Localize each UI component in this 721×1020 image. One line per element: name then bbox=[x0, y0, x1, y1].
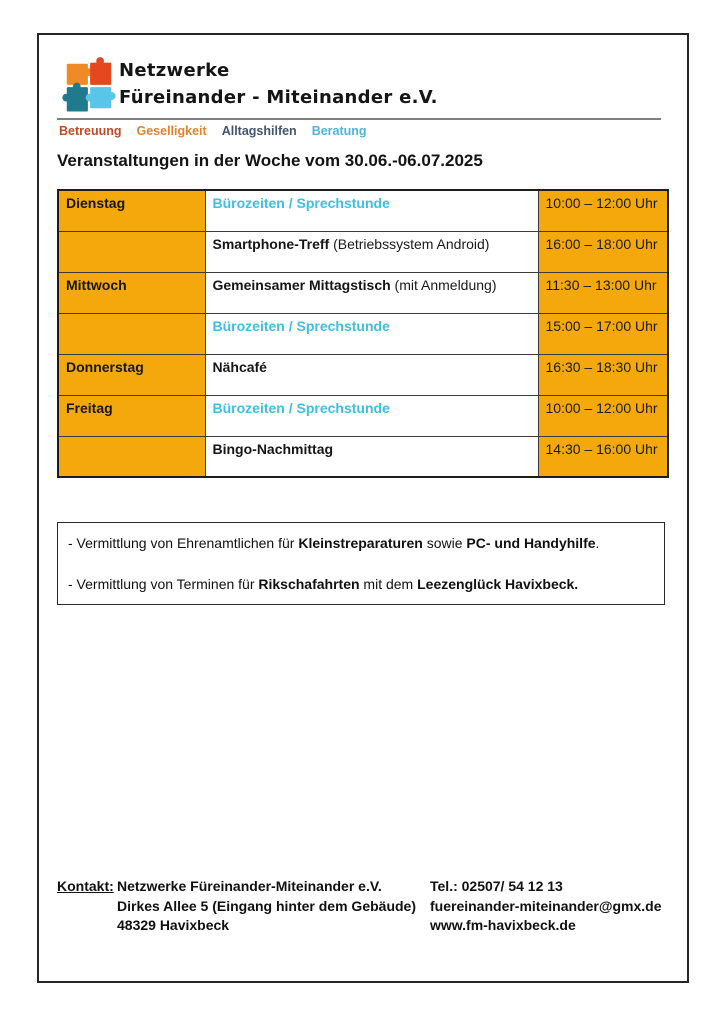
time-cell: 10:00 – 12:00 Uhr bbox=[538, 190, 668, 231]
table-row bbox=[58, 231, 668, 272]
day-cell: Donnerstag bbox=[58, 354, 205, 395]
time-cell: 16:30 – 18:30 Uhr bbox=[538, 354, 668, 395]
table-row bbox=[58, 272, 668, 313]
contact-phone: Tel.: 02507/ 54 12 13 bbox=[430, 878, 563, 894]
nav-item-alltagshilfen: Alltagshilfen bbox=[221, 124, 297, 138]
event-cell bbox=[205, 231, 538, 272]
time-cell: 11:30 – 13:00 Uhr bbox=[538, 272, 668, 313]
day-cell bbox=[58, 231, 205, 272]
info-text: - Vermittlung von Terminen für bbox=[68, 576, 259, 592]
logo-piece-red bbox=[90, 63, 111, 85]
contact-details bbox=[430, 877, 661, 936]
logo-piece-teal bbox=[67, 87, 88, 111]
day-cell bbox=[58, 313, 205, 354]
event-cell bbox=[205, 395, 538, 436]
contact-street: Dirkes Allee 5 (Eingang hinter dem Gebäude) bbox=[117, 897, 416, 914]
event-note: (Betriebssystem Android) bbox=[329, 235, 490, 252]
contact-website: www.fm-havixbeck.de bbox=[430, 917, 576, 933]
table-row bbox=[58, 395, 668, 436]
page-border-frame bbox=[37, 33, 689, 983]
event-cell bbox=[205, 436, 538, 477]
info-text-bold: Leezenglück Havixbeck. bbox=[417, 576, 579, 592]
event-cell bbox=[205, 313, 538, 354]
event-title: Bürozeiten / Sprechstunde bbox=[212, 317, 390, 334]
table-row bbox=[58, 190, 668, 231]
event-cell bbox=[205, 272, 538, 313]
services-info-box bbox=[57, 522, 665, 605]
category-nav bbox=[59, 124, 367, 138]
time-cell: 16:00 – 18:00 Uhr bbox=[538, 231, 668, 272]
logo-piece-orange bbox=[67, 64, 88, 85]
event-note: (mit Anmeldung) bbox=[390, 276, 497, 293]
event-title: Gemeinsamer Mittagstisch bbox=[212, 276, 391, 293]
info-line-repairs bbox=[68, 534, 654, 552]
info-text: mit dem bbox=[359, 576, 418, 592]
puzzle-logo-icon bbox=[61, 56, 117, 116]
contact-email: fuereinander-miteinander@gmx.de bbox=[430, 897, 662, 914]
day-cell: Mittwoch bbox=[58, 272, 205, 313]
contact-city: 48329 Havixbeck bbox=[117, 917, 230, 933]
nav-item-geselligkeit: Geselligkeit bbox=[136, 124, 207, 138]
event-title: Nähcafé bbox=[212, 358, 267, 375]
contact-label: Kontakt: bbox=[57, 878, 114, 894]
header-divider bbox=[57, 118, 661, 120]
brand-name-line1: Netzwerke bbox=[119, 60, 230, 81]
time-cell: 15:00 – 17:00 Uhr bbox=[538, 313, 668, 354]
info-text-bold: PC- und Handyhilfe bbox=[466, 535, 596, 551]
day-cell bbox=[58, 436, 205, 477]
event-title: Smartphone-Treff bbox=[212, 235, 330, 252]
event-title: Bürozeiten / Sprechstunde bbox=[212, 399, 390, 416]
nav-item-beratung: Beratung bbox=[311, 124, 367, 138]
contact-address bbox=[117, 877, 416, 936]
info-line-rikscha bbox=[68, 575, 654, 593]
info-text: . bbox=[595, 535, 600, 551]
table-row bbox=[58, 354, 668, 395]
page-title: Veranstaltungen in der Woche vom 30.06.-06.07.2025 bbox=[57, 151, 483, 170]
brand-name-line2: Füreinander - Miteinander e.V. bbox=[119, 87, 438, 108]
event-cell bbox=[205, 190, 538, 231]
contact-org-name: Netzwerke Füreinander-Miteinander e.V. bbox=[117, 878, 382, 894]
info-text-bold: Rikschafahrten bbox=[258, 576, 360, 592]
info-text-bold: Kleinstreparaturen bbox=[298, 535, 423, 551]
event-title: Bingo-Nachmittag bbox=[212, 440, 334, 457]
time-cell: 10:00 – 12:00 Uhr bbox=[538, 395, 668, 436]
info-text: - Vermittlung von Ehrenamtlichen für bbox=[68, 535, 299, 551]
event-title: Bürozeiten / Sprechstunde bbox=[212, 195, 390, 211]
day-cell: Freitag bbox=[58, 395, 205, 436]
event-cell bbox=[205, 354, 538, 395]
nav-item-betreuung: Betreuung bbox=[59, 124, 122, 138]
table-row bbox=[58, 436, 668, 477]
day-cell: Dienstag bbox=[58, 190, 205, 231]
schedule-table bbox=[57, 189, 669, 478]
info-text: sowie bbox=[422, 535, 467, 551]
brand-block bbox=[119, 57, 438, 111]
time-cell: 14:30 – 16:00 Uhr bbox=[538, 436, 668, 477]
table-row bbox=[58, 313, 668, 354]
